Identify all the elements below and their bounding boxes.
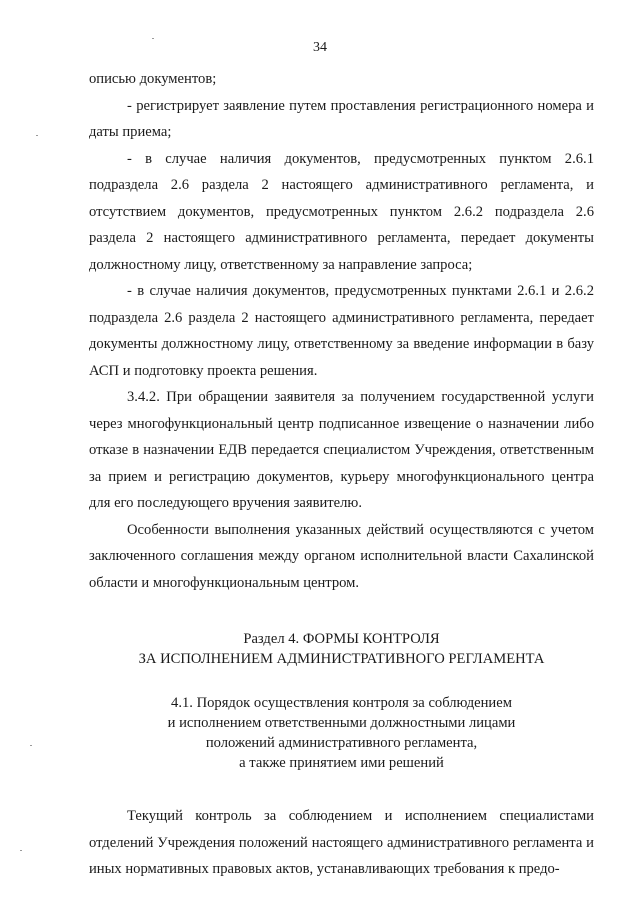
page-number: 34	[313, 40, 327, 55]
section-title-line2: ЗА ИСПОЛНЕНИЕМ АДМИНИСТРАТИВНОГО РЕГЛАМЕНТА	[138, 651, 545, 667]
subsection-title-line1: 4.1. Порядок осуществления контроля за соблюдением	[171, 695, 512, 711]
section-title-line1: Раздел 4. ФОРМЫ КОНТРОЛЯ	[243, 631, 440, 647]
scan-speck	[152, 38, 154, 39]
paragraph-register: - регистрирует заявление путем проставления регистрационного номера и даты приема;	[89, 97, 594, 140]
subsection-title-line2: и исполнением ответственными должностными лицами	[167, 715, 516, 731]
paragraph-case-documents-2-6-1: - в случае наличия документов, предусмотренных пунктом 2.6.1 подраздела 2.6 раздела 2 настоящего административного регламента, и отсутствием документов, предусмотренных пунктом 2.6.2 подраздела 2.6 раздела 2 настоящего административного регламента, передает документы должностному лицу, ответственному за направление запроса;	[89, 150, 594, 273]
paragraph-features: Особенности выполнения указанных действий осуществляются с учетом заключенного соглашения между органом исполнительной власти Сахалинской области и многофункциональным центром.	[89, 521, 594, 591]
subsection-title-line3: положений административного регламента,	[205, 735, 478, 751]
scan-speck	[36, 135, 38, 136]
subsection-title-line4: а также принятием ими решений	[239, 755, 444, 771]
scan-speck	[30, 745, 32, 746]
scan-speck	[20, 850, 22, 851]
document-body	[89, 66, 594, 883]
paragraph-3-4-2: 3.4.2. При обращении заявителя за получением государственной услуги через многофункциональный центр подписанное извещение о назначении либо отказе в назначении ЕДВ передается специалистом Учреждения, ответственным за прием и регистрацию документов, курьеру многофункционального центра для его последующего вручения заявителю.	[89, 389, 594, 511]
paragraph-continuation: описью документов;	[89, 71, 217, 87]
paragraph-current-control: Текущий контроль за соблюдением и исполнением специалистами отделений Учреждения положений настоящего административного регламента и иных нормативных правовых актов, устанавливающих требования к предо-	[89, 808, 594, 877]
paragraph-case-documents-2-6-1-and-2-6-2: - в случае наличия документов, предусмотренных пунктами 2.6.1 и 2.6.2 подраздела 2.6 раздела 2 настоящего административного регламента, передает документы должностному лицу, ответственному за введение информации в базу АСП и подготовку проекта решения.	[89, 283, 594, 379]
